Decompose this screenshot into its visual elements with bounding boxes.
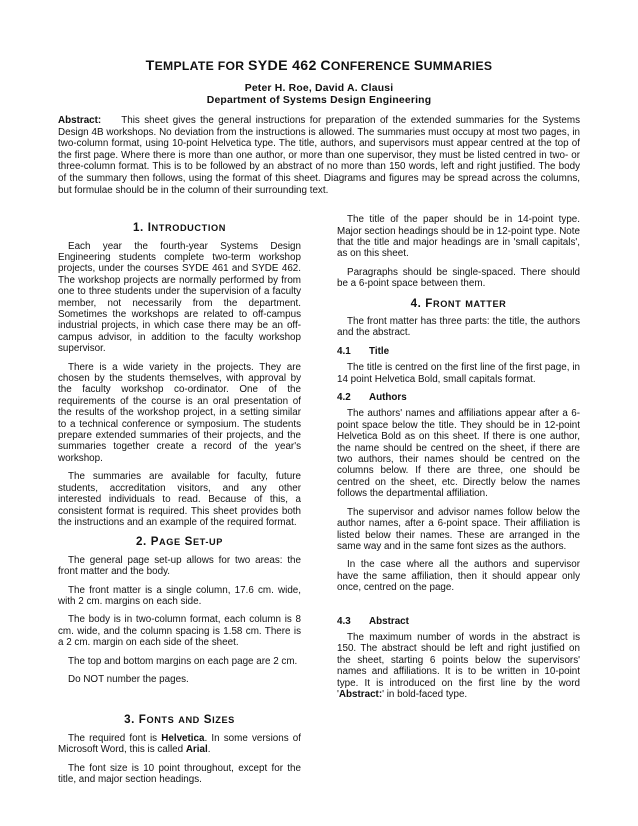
paragraph: The font size is 10 point throughout, except for the title, and major section headings. — [58, 762, 301, 785]
subsection-title: Abstract — [369, 615, 409, 627]
heading-smallcaps: AGE — [159, 537, 181, 548]
paragraph: The front matter has three parts: the title, the authors and the abstract. — [337, 316, 580, 339]
abstract-block — [58, 115, 580, 196]
text-run: The maximum number of words in the abstract is 150. The abstract should be left and right justified on the sheet, starting 6 points below the supervisors' names and affiliations. It is to be written in 10-point type. It is introduced on the first line by the word ' — [337, 631, 580, 700]
title-course: SYDE 462 — [248, 58, 317, 74]
heading-initial: S — [184, 535, 193, 549]
paragraph: There is a wide variety in the projects. They are chosen by the students themselves, with approval by the faculty workshop co-ordinator. One of the requirements of the course is an oral presentation of the results of the workshop project, in a setting similar to a technical conference or symposium. The students prepare extended summaries of their projects, and the summaries together create a record of the year's workshop. — [58, 361, 301, 464]
title-initial-c: C — [320, 58, 331, 74]
title-smallcaps-3: UMMARIES — [423, 59, 493, 73]
heading-initial: F — [138, 713, 147, 727]
heading-initial: F — [425, 296, 433, 310]
subsection-4-1-heading — [337, 346, 580, 357]
paragraph: The title of the paper should be in 14-point type. Major section headings should be in 12-point type. Note that the title and major headings are in 'small capitals', as on this sheet. — [337, 214, 580, 260]
subsection-title: Title — [369, 345, 390, 357]
heading-smallcaps: MATTER — [465, 298, 507, 309]
paragraph — [337, 632, 580, 700]
heading-initial: P — [150, 535, 160, 549]
paragraph: The authors' names and affiliations appear after a 6-point space below the title. They should be in 12-point Helvetica Bold as on this sheet. If there is one author, the name should be centred on the sheet, if there are two authors, their names should be centred on the columns below. If there are three, one should be centred on the sheet, etc. Directly below the names follows the departmental affiliation. — [337, 408, 580, 500]
bold-run: Helvetica — [161, 732, 205, 744]
bold-run: Abstract: — [338, 688, 383, 700]
paragraph: Each year the fourth-year Systems Design Engineering students complete two-term workshop projects, under the courses SYDE 461 and SYDE 462. The workshop projects are normally performed by from one to three students under the supervision of a faculty member, not necessarily from the department. Sometimes the workshops are related to off-campus industrial projects, in which case there may be an off-campus advisor, in addition to the faculty workshop supervisor. — [58, 240, 301, 355]
heading-smallcaps: RONT — [432, 298, 462, 309]
paragraph: The title is centred on the first line of the first page, in 14 point Helvetica Bold, small capitals format. — [337, 362, 580, 385]
spacer — [337, 601, 580, 609]
heading-initial: S — [203, 713, 213, 727]
paper-title — [58, 58, 580, 74]
section-1-heading — [58, 222, 301, 234]
paragraph: The front matter is a single column, 17.6 cm. wide, with 2 cm. margins on each side. — [58, 584, 301, 607]
paragraph: The body is in two-column format, each column is 8 cm. wide, and the column spacing is 1.58 cm. There is a 2 cm. margin on each side of the sheet. — [58, 614, 301, 649]
paragraph — [58, 733, 301, 756]
title-initial-s: S — [413, 58, 424, 74]
text-run: The required font is — [68, 732, 162, 744]
section-number: 2. — [136, 535, 147, 549]
heading-smallcaps: ET-UP — [192, 537, 223, 548]
paragraph: The summaries are available for faculty, future students, accreditation visitors, and any other interested individuals to read. Because of this, a consistent format is required. This sheet provides both the instructions and an example of the required format. — [58, 471, 301, 528]
bold-run: Arial — [185, 744, 208, 756]
title-initial: T — [145, 58, 155, 74]
subsection-number: 4.3 — [337, 615, 351, 627]
title-smallcaps-1: EMPLATE FOR — [154, 59, 245, 73]
left-column — [58, 214, 301, 792]
heading-initial: I — [147, 221, 152, 235]
section-4-heading — [337, 298, 580, 310]
text-run: ' in bold-faced type. — [382, 688, 468, 700]
heading-smallcaps: ONTS — [146, 715, 175, 726]
title-smallcaps-2: ONFERENCE — [330, 59, 411, 73]
section-number: 1. — [132, 221, 144, 235]
section-number: 4. — [410, 296, 422, 310]
subsection-4-2-heading — [337, 392, 580, 403]
heading-smallcaps: IZES — [212, 715, 235, 726]
paragraph: Paragraphs should be single-spaced. There should be a 6-point space between them. — [337, 266, 580, 290]
heading-smallcaps: AND — [178, 715, 200, 726]
subsection-4-3-heading — [337, 616, 580, 627]
text-run: . In some versions of Microsoft Word, this is called — [58, 732, 301, 756]
subsection-number: 4.1 — [337, 345, 351, 357]
paragraph: Do NOT number the pages. — [68, 673, 189, 685]
heading-smallcaps: NTRODUCTION — [151, 223, 226, 234]
paragraph: In the case where all the authors and supervisor have the same affiliation, then it should appear only once, centred on the page. — [337, 559, 580, 594]
section-number: 3. — [124, 713, 135, 727]
section-3-heading — [58, 714, 301, 726]
right-column — [337, 214, 580, 792]
paragraph: The general page set-up allows for two areas: the front matter and the body. — [58, 554, 301, 578]
abstract-text: This sheet gives the general instructions for preparation of the extended summaries for the Systems Design 4B workshops. No deviation from the instructions is allowed. The summaries must occupy at most two pages, in two-column format, using 10-point Helvetica type. The title, authors, and supervisors must appear centred at the top of the first page. Where there is more than one author, or more than one supervisor, they must be listed centred in two- or three-column format. This is to be followed by an abstract of no more than 150 words, left and right justified. The body of the summary then follows, using the format of this sheet. Diagrams and figures may be spread across the columns, but formulae should be in the column of their surrounding text. — [58, 115, 580, 196]
text-run: . — [207, 744, 211, 756]
subsection-title: Authors — [369, 392, 407, 404]
abstract-label: Abstract: — [58, 115, 102, 126]
spacer — [58, 692, 301, 706]
section-2-heading — [58, 536, 301, 548]
paragraph: The top and bottom margins on each page are 2 cm. — [68, 655, 298, 667]
subsection-number: 4.2 — [337, 392, 351, 404]
paragraph: The supervisor and advisor names follow below the author names, after a 6-point space. Their affiliation is listed below their names. These are arranged in the same way and in the same font sizes as the authors. — [337, 506, 580, 552]
authors-line: Peter H. Roe, David A. Clausi — [244, 83, 394, 94]
department-line: Department of Systems Design Engineering — [206, 95, 432, 106]
body-columns — [58, 214, 580, 792]
